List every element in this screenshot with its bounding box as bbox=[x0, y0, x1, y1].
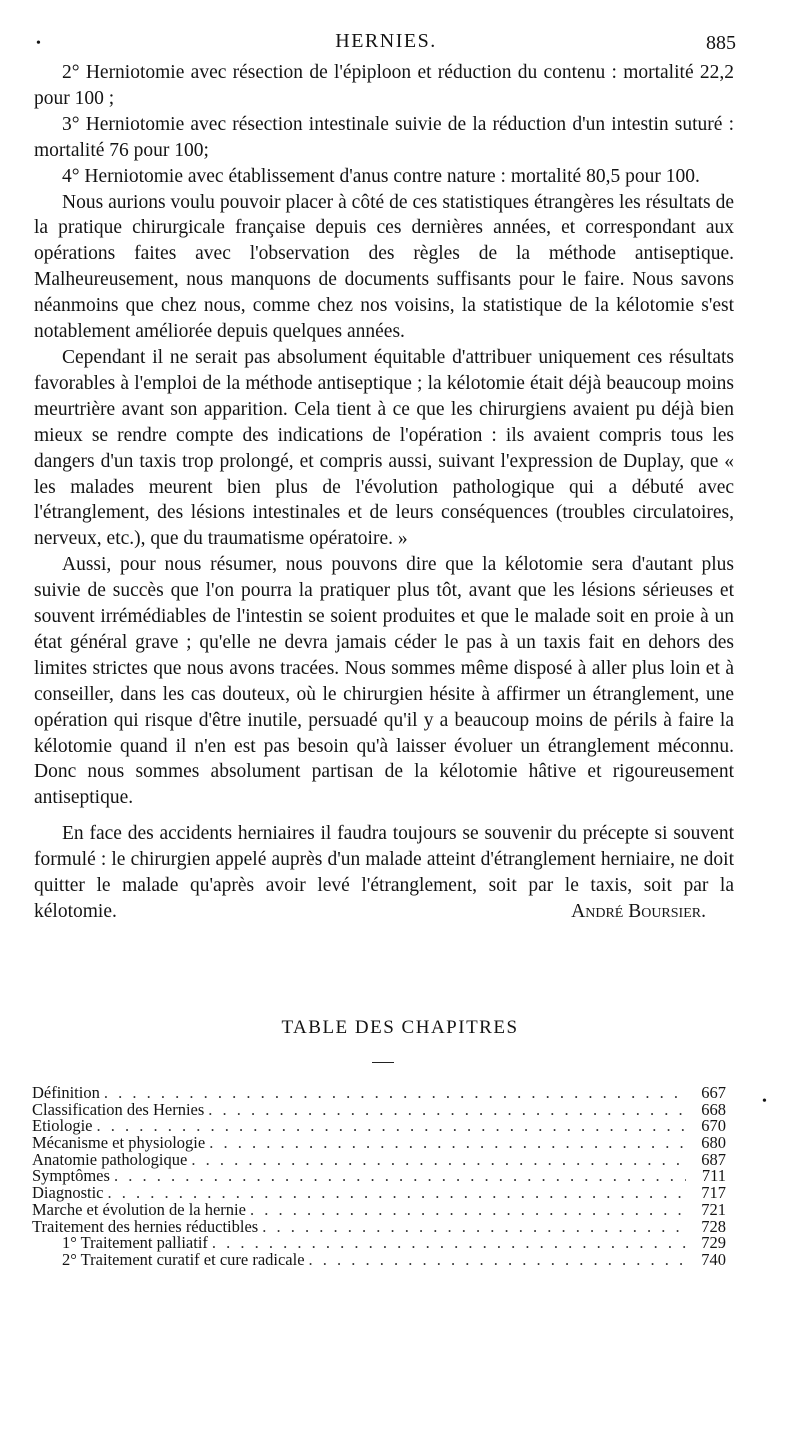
paragraph: 4° Herniotomie avec établissement d'anus contre nature : mortalité 80,5 pour 100. bbox=[62, 165, 700, 187]
page-number: 885 bbox=[706, 32, 736, 54]
toc-leader-dots bbox=[208, 1102, 686, 1119]
toc-entry-label: Symptômes bbox=[32, 1166, 110, 1186]
toc-entry-page: 667 bbox=[701, 1083, 726, 1102]
toc-heading: TABLE DES CHAPITRES bbox=[281, 1017, 519, 1038]
toc-entry-label: Marche et évolution de la hernie bbox=[32, 1199, 246, 1219]
toc-entry-page: 721 bbox=[701, 1199, 726, 1219]
toc-entry-label: 1° Traitement palliatif bbox=[62, 1233, 208, 1253]
toc-entry-label: Mécanisme et physiologie bbox=[32, 1133, 206, 1153]
margin-mark: • bbox=[762, 1094, 767, 1109]
header-mark: • bbox=[36, 36, 41, 51]
paragraph: Aussi, pour nous résumer, nous pouvons dire que la kélotomie sera d'autant plus suivie de succès que l'on pourra la pratiquer plus tôt, avant que les lésions sérieuses et souvent irrémédiables de l'intestin se soient produites et que le malade soit en proie à un état général grave ; qu'elle ne devra jamais céder le pas à un taxis fait en dehors des limites strictes que nous avons tracées. Nous sommes même disposé à aller plus loin et à conseiller, dans les cas douteux, où le chirurgien hésite à affirmer un étranglement, une opération qui risque d'être inutile, persuadé qu'il y a beaucoup moins de périls à faire la kélotomie quand il n'en est pas besoin qu'à laisser évoluer un étranglement méconnu. Donc nous sommes absolument partisan de la kélotomie hâtive et rigoureusement antiseptique. bbox=[34, 554, 734, 809]
toc-entry bbox=[32, 1099, 726, 1119]
toc-divider bbox=[372, 1062, 394, 1063]
table-of-contents bbox=[32, 1085, 726, 1269]
toc-entry bbox=[32, 1249, 726, 1269]
toc-entry-page: 740 bbox=[701, 1249, 726, 1269]
toc-entry bbox=[32, 1199, 726, 1219]
paragraph: Cependant il ne serait pas absolument équitable d'attribuer uniquement ces résultats favorables à l'emploi de la méthode antiseptique ; la kélotomie était déjà beaucoup moins meurtrière avant son apparition. Cela tient à ce que les chirurgiens avaient pu déjà bien mieux se rendre compte des indications de l'opération : ils avaient compris tous les dangers d'un taxis trop prolongé, et compris aussi, suivant l'expression de Duplay, que « les malades meurent bien plus de l'évolution pathologique qui a débuté avec l'étranglement, des lésions intestinales et de leurs conséquences (troubles circulatoires, nerveux, etc.), que du traumatisme opératoire. » bbox=[34, 346, 734, 550]
toc-entry-label: Classification des Hernies bbox=[32, 1099, 205, 1119]
toc-leader-dots bbox=[191, 1152, 686, 1169]
paragraph: 3° Herniotomie avec résection intestinale suivie de la réduction d'un intestin suturé : mortalité 76 pour 100; bbox=[34, 113, 734, 161]
toc-entry-page: 687 bbox=[701, 1149, 726, 1169]
toc-entry-label: Etiologie bbox=[32, 1116, 93, 1136]
toc-leader-dots bbox=[309, 1252, 686, 1269]
toc-entry bbox=[32, 1149, 726, 1169]
paragraph: 2° Herniotomie avec résection de l'épiploon et réduction du contenu : mortalité 22,2 pour 100 ; bbox=[34, 62, 734, 109]
toc-entry-page: 680 bbox=[701, 1133, 726, 1153]
paragraph: Nous aurions voulu pouvoir placer à côté de ces statistiques étrangères les résultats de la pratique chirurgicale française depuis ces dernières années, et correspondant aux opérations faites avec l'observation des règles de la méthode antiseptique. Malheureusement, nous manquons de documents suffisants pour le faire. Nous savons néanmoins que chez nous, comme chez nos voisins, la statistique de la kélotomie s'est notablement améliorée depuis quelques années. bbox=[34, 191, 734, 343]
paragraph-last bbox=[34, 821, 734, 925]
toc-entry-page: 668 bbox=[701, 1099, 726, 1119]
toc-entry-page: 670 bbox=[701, 1116, 726, 1136]
toc-entry-page: 728 bbox=[701, 1216, 726, 1236]
toc-leader-dots bbox=[250, 1202, 686, 1219]
toc-entry-label: 2° Traitement curatif et cure radicale bbox=[62, 1249, 305, 1269]
toc-entry-label: Traitement des hernies réductibles bbox=[32, 1216, 259, 1236]
toc-entry-label: Diagnostic bbox=[32, 1183, 104, 1203]
author-signature: André Boursier. bbox=[571, 901, 706, 922]
toc-entry-page: 717 bbox=[701, 1183, 726, 1203]
toc-entry-label: Anatomie pathologique bbox=[32, 1149, 188, 1169]
toc-leader-dots bbox=[262, 1219, 686, 1236]
running-header bbox=[36, 28, 736, 58]
toc-leader-dots bbox=[114, 1168, 686, 1185]
toc-entry bbox=[32, 1168, 726, 1185]
running-title: HERNIES. bbox=[335, 30, 437, 52]
toc-entry-label: Définition bbox=[32, 1083, 100, 1102]
paragraph-text: En face des accidents herniaires il faudra toujours se souvenir du précepte si souvent formulé : le chirurgien appelé auprès d'un malade atteint d'étranglement herniaire, ne doit quitter le malade qu'après avoir levé l'étranglement, soit par le taxis, soit par la kélotomie. bbox=[34, 823, 734, 922]
toc-leader-dots bbox=[209, 1135, 686, 1152]
body-text bbox=[34, 60, 734, 925]
toc-entry-page: 711 bbox=[701, 1166, 726, 1186]
toc-entry-page: 729 bbox=[701, 1233, 726, 1253]
